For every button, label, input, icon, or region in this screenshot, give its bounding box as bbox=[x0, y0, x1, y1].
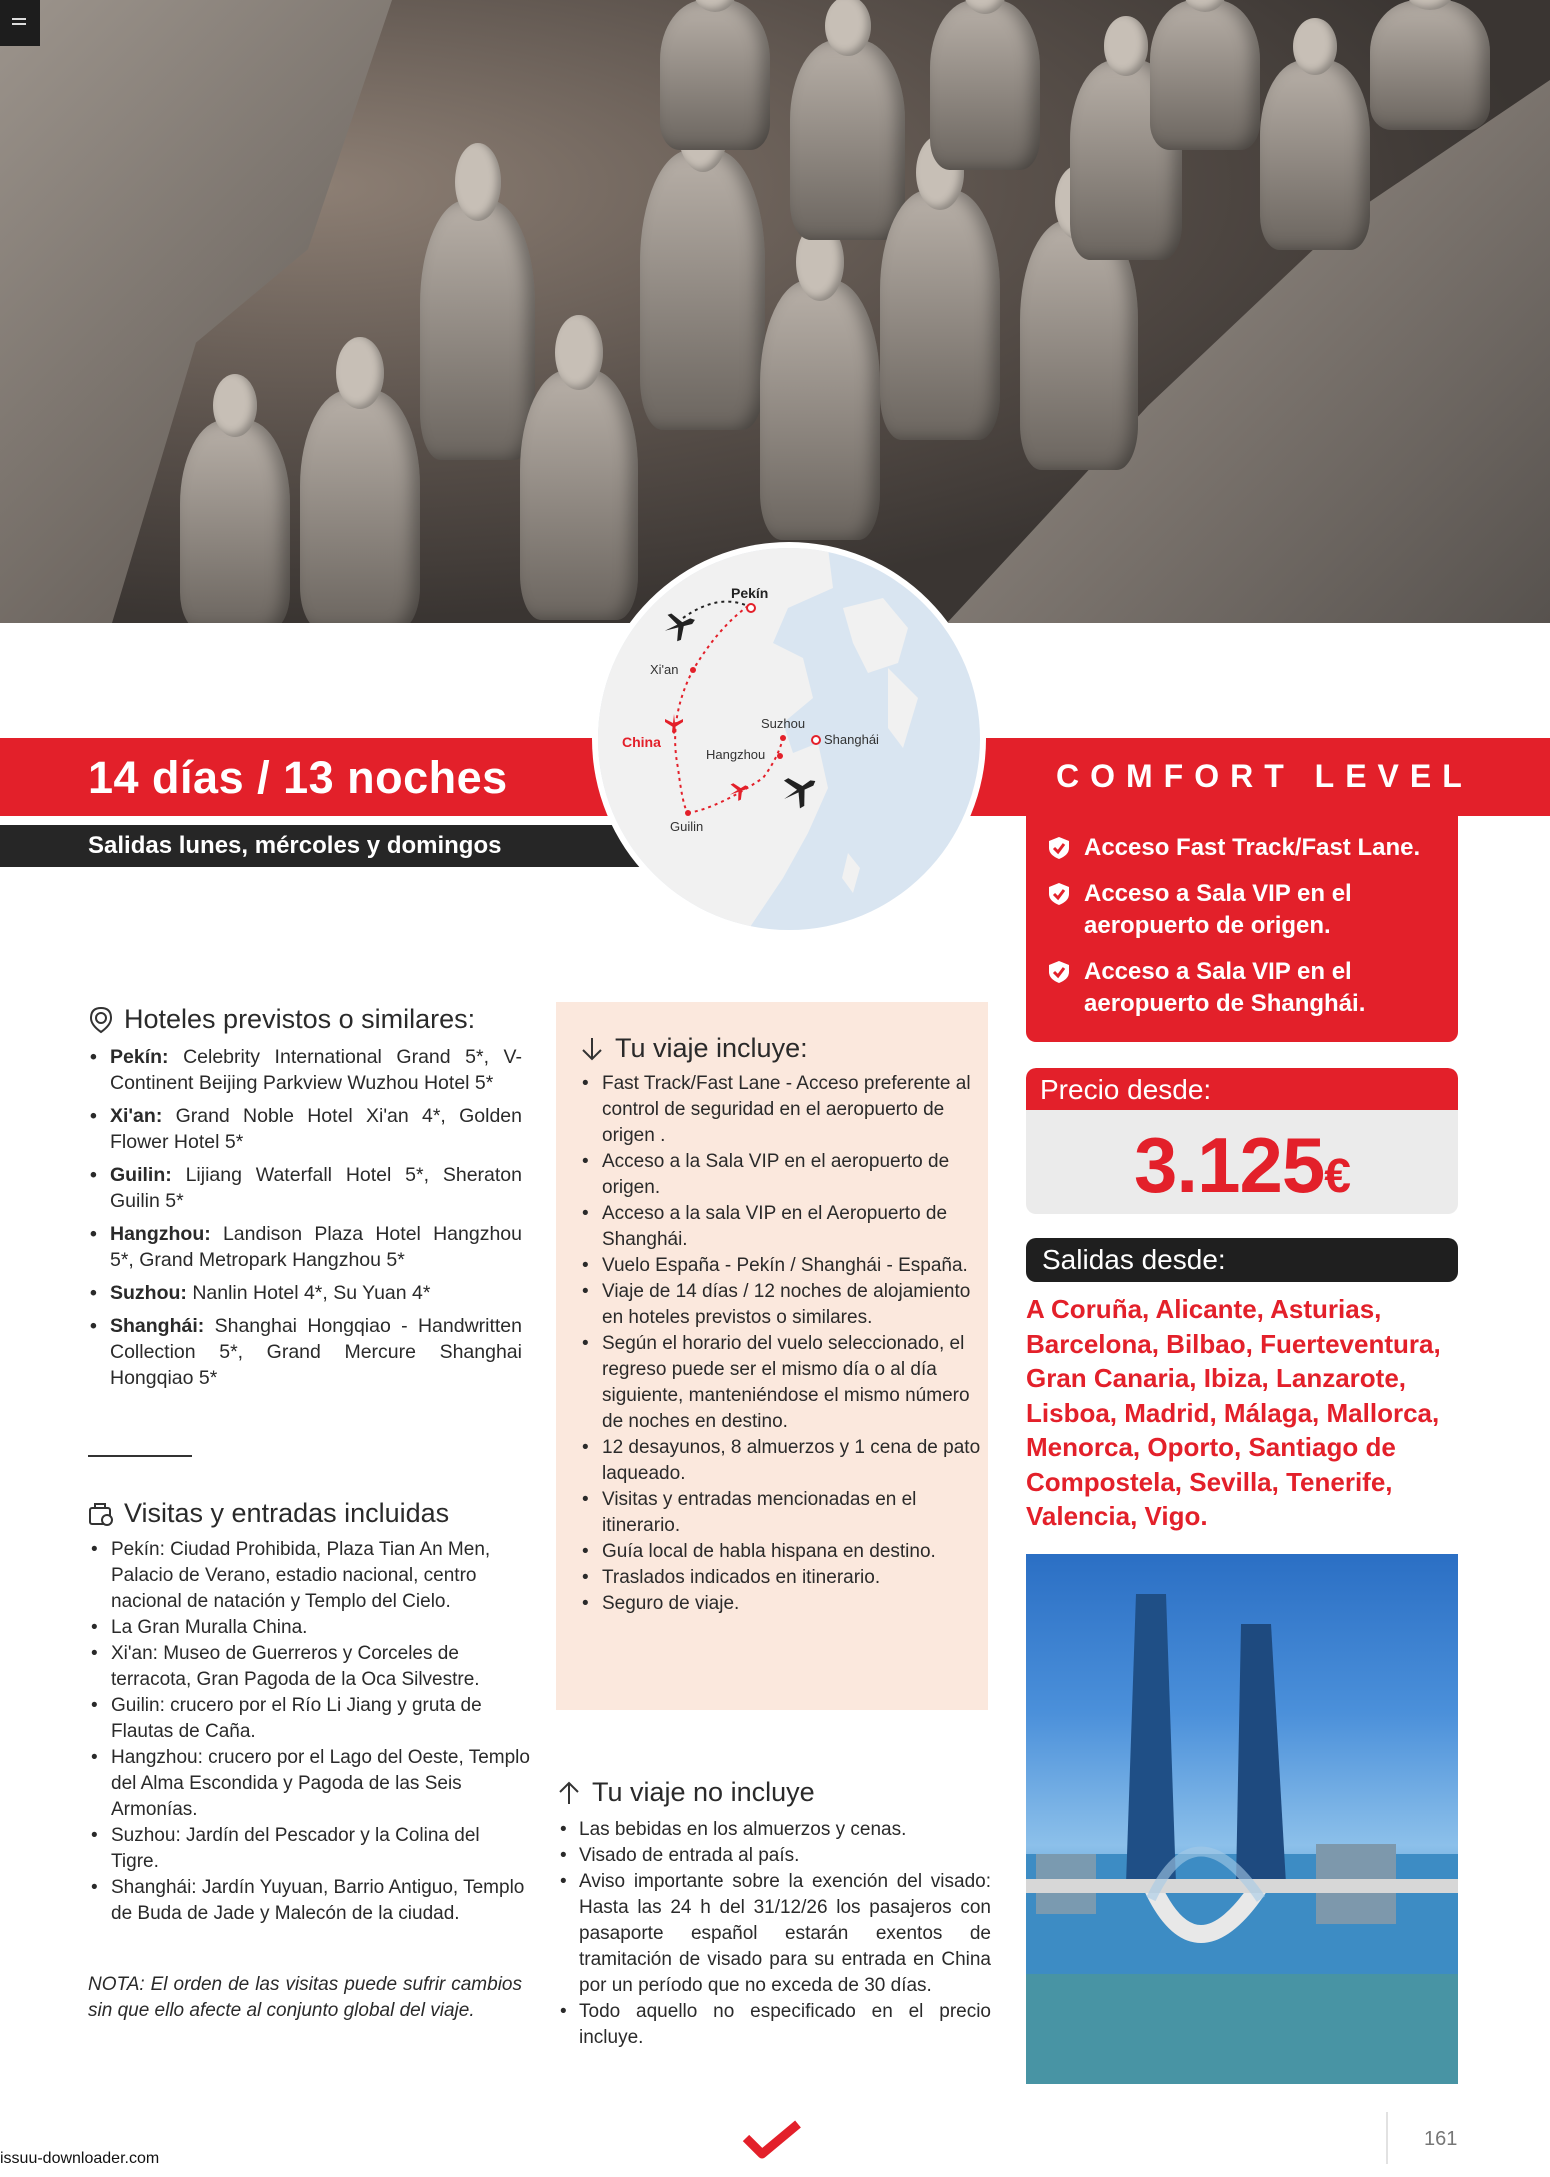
include-item: • 12 desayunos, 8 almuerzos y 1 cena de pato laqueado. bbox=[602, 1435, 988, 1487]
watermark: issuu-downloader.com bbox=[0, 2150, 160, 2167]
hotel-names: Celebrity International Grand 5*, V-Continent Beijing Parkview Wuzhou Hotel 5* bbox=[110, 1046, 522, 1094]
menu-icon[interactable] bbox=[0, 0, 40, 46]
visit-item: • La Gran Muralla China. bbox=[111, 1615, 531, 1641]
departures-header bbox=[1026, 1238, 1458, 1282]
hotel-item bbox=[110, 1103, 522, 1155]
hotel-city: Pekín: bbox=[110, 1046, 169, 1068]
include-item: • Traslados indicados en itinerario. bbox=[602, 1565, 988, 1591]
include-item: • Según el horario del vuelo seleccionado, el regreso puede ser el mismo día o al día siguiente, manteniéndose el mismo número de noches en destino. bbox=[602, 1331, 988, 1435]
visit-item: • Suzhou: Jardín del Pescador y la Colina del Tigre. bbox=[111, 1823, 531, 1875]
include-item: • Fast Track/Fast Lane - Acceso preferente al control de seguridad en el aeropuerto de origen . bbox=[602, 1071, 988, 1149]
price-box bbox=[1026, 1068, 1458, 1214]
map-label-guilin: Guilin bbox=[670, 819, 704, 834]
include-item: • Seguro de viaje. bbox=[602, 1591, 988, 1617]
shield-check-icon bbox=[1048, 882, 1070, 906]
include-item: • Acceso a la Sala VIP en el aeropuerto de origen. bbox=[602, 1149, 988, 1201]
route-map-graphic bbox=[598, 548, 980, 930]
visits-title: Visitas y entradas incluidas bbox=[124, 1498, 450, 1528]
visit-item: • Shanghái: Jardín Yuyuan, Barrio Antiguo, Templo de Buda de Jade y Malecón de la ciudad. bbox=[111, 1875, 531, 1927]
hotel-item bbox=[110, 1313, 522, 1391]
comfort-item bbox=[1048, 832, 1444, 864]
include-item: • Guía local de habla hispana en destino. bbox=[602, 1539, 988, 1565]
hotel-names: Shanghai Hongqiao - Handwritten Collection 5*, Grand Mercure Shanghai Hongqiao 5* bbox=[110, 1315, 522, 1389]
hotel-city: Guilin: bbox=[110, 1164, 172, 1186]
hotel-names: Nanlin Hotel 4*, Su Yuan 4* bbox=[186, 1282, 431, 1304]
comfort-item-label: Acceso a Sala VIP en el aeropuerto de Shanghái. bbox=[1084, 958, 1366, 1017]
hotel-names: Landison Plaza Hotel Hangzhou 5*, Grand Metropark Hangzhou 5* bbox=[110, 1223, 522, 1271]
exclude-item: • Visado de entrada al país. bbox=[579, 1843, 991, 1869]
price-currency: € bbox=[1324, 1150, 1350, 1203]
hotel-city: Hangzhou: bbox=[110, 1223, 211, 1245]
section-divider bbox=[88, 1455, 192, 1457]
trip-duration: 14 días / 13 noches bbox=[88, 752, 508, 803]
hotel-item bbox=[110, 1162, 522, 1214]
comfort-level-title: COMFORT LEVEL bbox=[1056, 758, 1473, 794]
include-item: • Visitas y entradas mencionadas en el itinerario. bbox=[602, 1487, 988, 1539]
hotels-title-row bbox=[88, 1004, 475, 1035]
price-amount: 3.125 bbox=[1134, 1121, 1325, 1209]
includes-title-row bbox=[579, 1033, 808, 1064]
shield-check-icon bbox=[1048, 836, 1070, 860]
brand-logo-icon bbox=[742, 2120, 802, 2160]
hero-photo-terracotta-warriors bbox=[0, 0, 1550, 623]
hotels-title: Hoteles previstos o similares: bbox=[124, 1004, 476, 1034]
excludes-title: Tu viaje no incluye bbox=[592, 1777, 815, 1807]
excludes-list bbox=[579, 1817, 991, 2051]
arrow-up-icon bbox=[556, 1779, 582, 1807]
price-value bbox=[1026, 1120, 1458, 1211]
hotel-city: Shanghái: bbox=[110, 1315, 205, 1337]
price-label: Precio desde: bbox=[1040, 1074, 1212, 1105]
visits-note: NOTA: El orden de las visitas puede sufrir cambios sin que ello afecte al conjunto global del viaje. bbox=[88, 1974, 522, 2021]
hotel-names: Lijiang Waterfall Hotel 5*, Sheraton Guilin 5* bbox=[110, 1164, 522, 1212]
comfort-item bbox=[1048, 956, 1444, 1020]
departure-days: Salidas lunes, mércoles y domingos bbox=[88, 832, 502, 859]
hotel-item bbox=[110, 1221, 522, 1273]
map-label-xian: Xi'an bbox=[650, 662, 679, 677]
hotel-list bbox=[110, 1044, 522, 1398]
hotel-city: Suzhou: bbox=[110, 1282, 187, 1304]
location-pin-icon bbox=[88, 1006, 114, 1034]
exclude-item: • Aviso importante sobre la exención del visado: Hasta las 24 h del 31/12/26 los pasajeros con pasaporte español estarán exentos de tramitación de visado para su entrada en China por un período que no exceda de 30 días. bbox=[579, 1869, 991, 1999]
visit-item: • Guilin: crucero por el Río Li Jiang y gruta de Flautas de Caña. bbox=[111, 1693, 531, 1745]
departure-cities: A Coruña, Alicante, Asturias, Barcelona, Bilbao, Fuerteventura, Gran Canaria, Ibiza, Lanzarote, Lisboa, Madrid, Málaga, Mallorca, Menorca, Oporto, Santiago de Compostela, Sevilla, Tenerife, Valencia, Vigo. bbox=[1026, 1294, 1441, 1531]
map-label-shanghai: Shanghái bbox=[824, 732, 879, 747]
visit-item: • Xi'an: Museo de Guerreros y Corceles de terracota, Gran Pagoda de la Oca Silvestre. bbox=[111, 1641, 531, 1693]
visit-item: • Pekín: Ciudad Prohibida, Plaza Tian An Men, Palacio de Verano, estadio nacional, centro nacional de natación y Templo del Cielo. bbox=[111, 1537, 531, 1615]
map-label-china: China bbox=[622, 734, 661, 750]
route-map bbox=[598, 548, 980, 930]
hotel-names: Grand Noble Hotel Xi'an 4*, Golden Flower Hotel 5* bbox=[110, 1105, 522, 1153]
shield-check-icon bbox=[1048, 960, 1070, 984]
excludes-title-row bbox=[556, 1777, 815, 1808]
map-label-hangzhou: Hangzhou bbox=[706, 747, 766, 762]
hotel-item bbox=[110, 1280, 522, 1306]
ticket-icon bbox=[88, 1500, 114, 1528]
comfort-item-label: Acceso Fast Track/Fast Lane. bbox=[1084, 834, 1421, 861]
include-item: • Acceso a la sala VIP en el Aeropuerto de Shanghái. bbox=[602, 1201, 988, 1253]
hangzhou-bridge-photo bbox=[1026, 1554, 1458, 2084]
footer-divider bbox=[1386, 2112, 1388, 2164]
hotel-item bbox=[110, 1044, 522, 1096]
page-number: 161 bbox=[1424, 2128, 1458, 2150]
arrow-down-icon bbox=[579, 1035, 605, 1063]
visit-item: • Hangzhou: crucero por el Lago del Oeste, Templo del Alma Escondida y Pagoda de las Seis Armonías. bbox=[111, 1745, 531, 1823]
hotel-city: Xi'an: bbox=[110, 1105, 163, 1127]
include-item: • Viaje de 14 días / 12 noches de alojamiento en hoteles previstos o similares. bbox=[602, 1279, 988, 1331]
hangzhou-bridge-graphic bbox=[1026, 1554, 1458, 2084]
includes-title: Tu viaje incluye: bbox=[615, 1033, 808, 1063]
map-label-suzhou: Suzhou bbox=[761, 716, 806, 731]
comfort-item bbox=[1048, 878, 1444, 942]
departures-label: Salidas desde: bbox=[1042, 1244, 1226, 1275]
visits-title-row bbox=[88, 1498, 449, 1529]
map-label-pekin: Pekín bbox=[731, 585, 769, 601]
include-item: • Vuelo España - Pekín / Shanghái - España. bbox=[602, 1253, 988, 1279]
includes-list bbox=[602, 1071, 988, 1617]
exclude-item: • Las bebidas en los almuerzos y cenas. bbox=[579, 1817, 991, 1843]
comfort-item-label: Acceso a Sala VIP en el aeropuerto de origen. bbox=[1084, 880, 1352, 939]
visit-list bbox=[111, 1537, 531, 1927]
exclude-item: • Todo aquello no especificado en el precio incluye. bbox=[579, 1999, 991, 2051]
